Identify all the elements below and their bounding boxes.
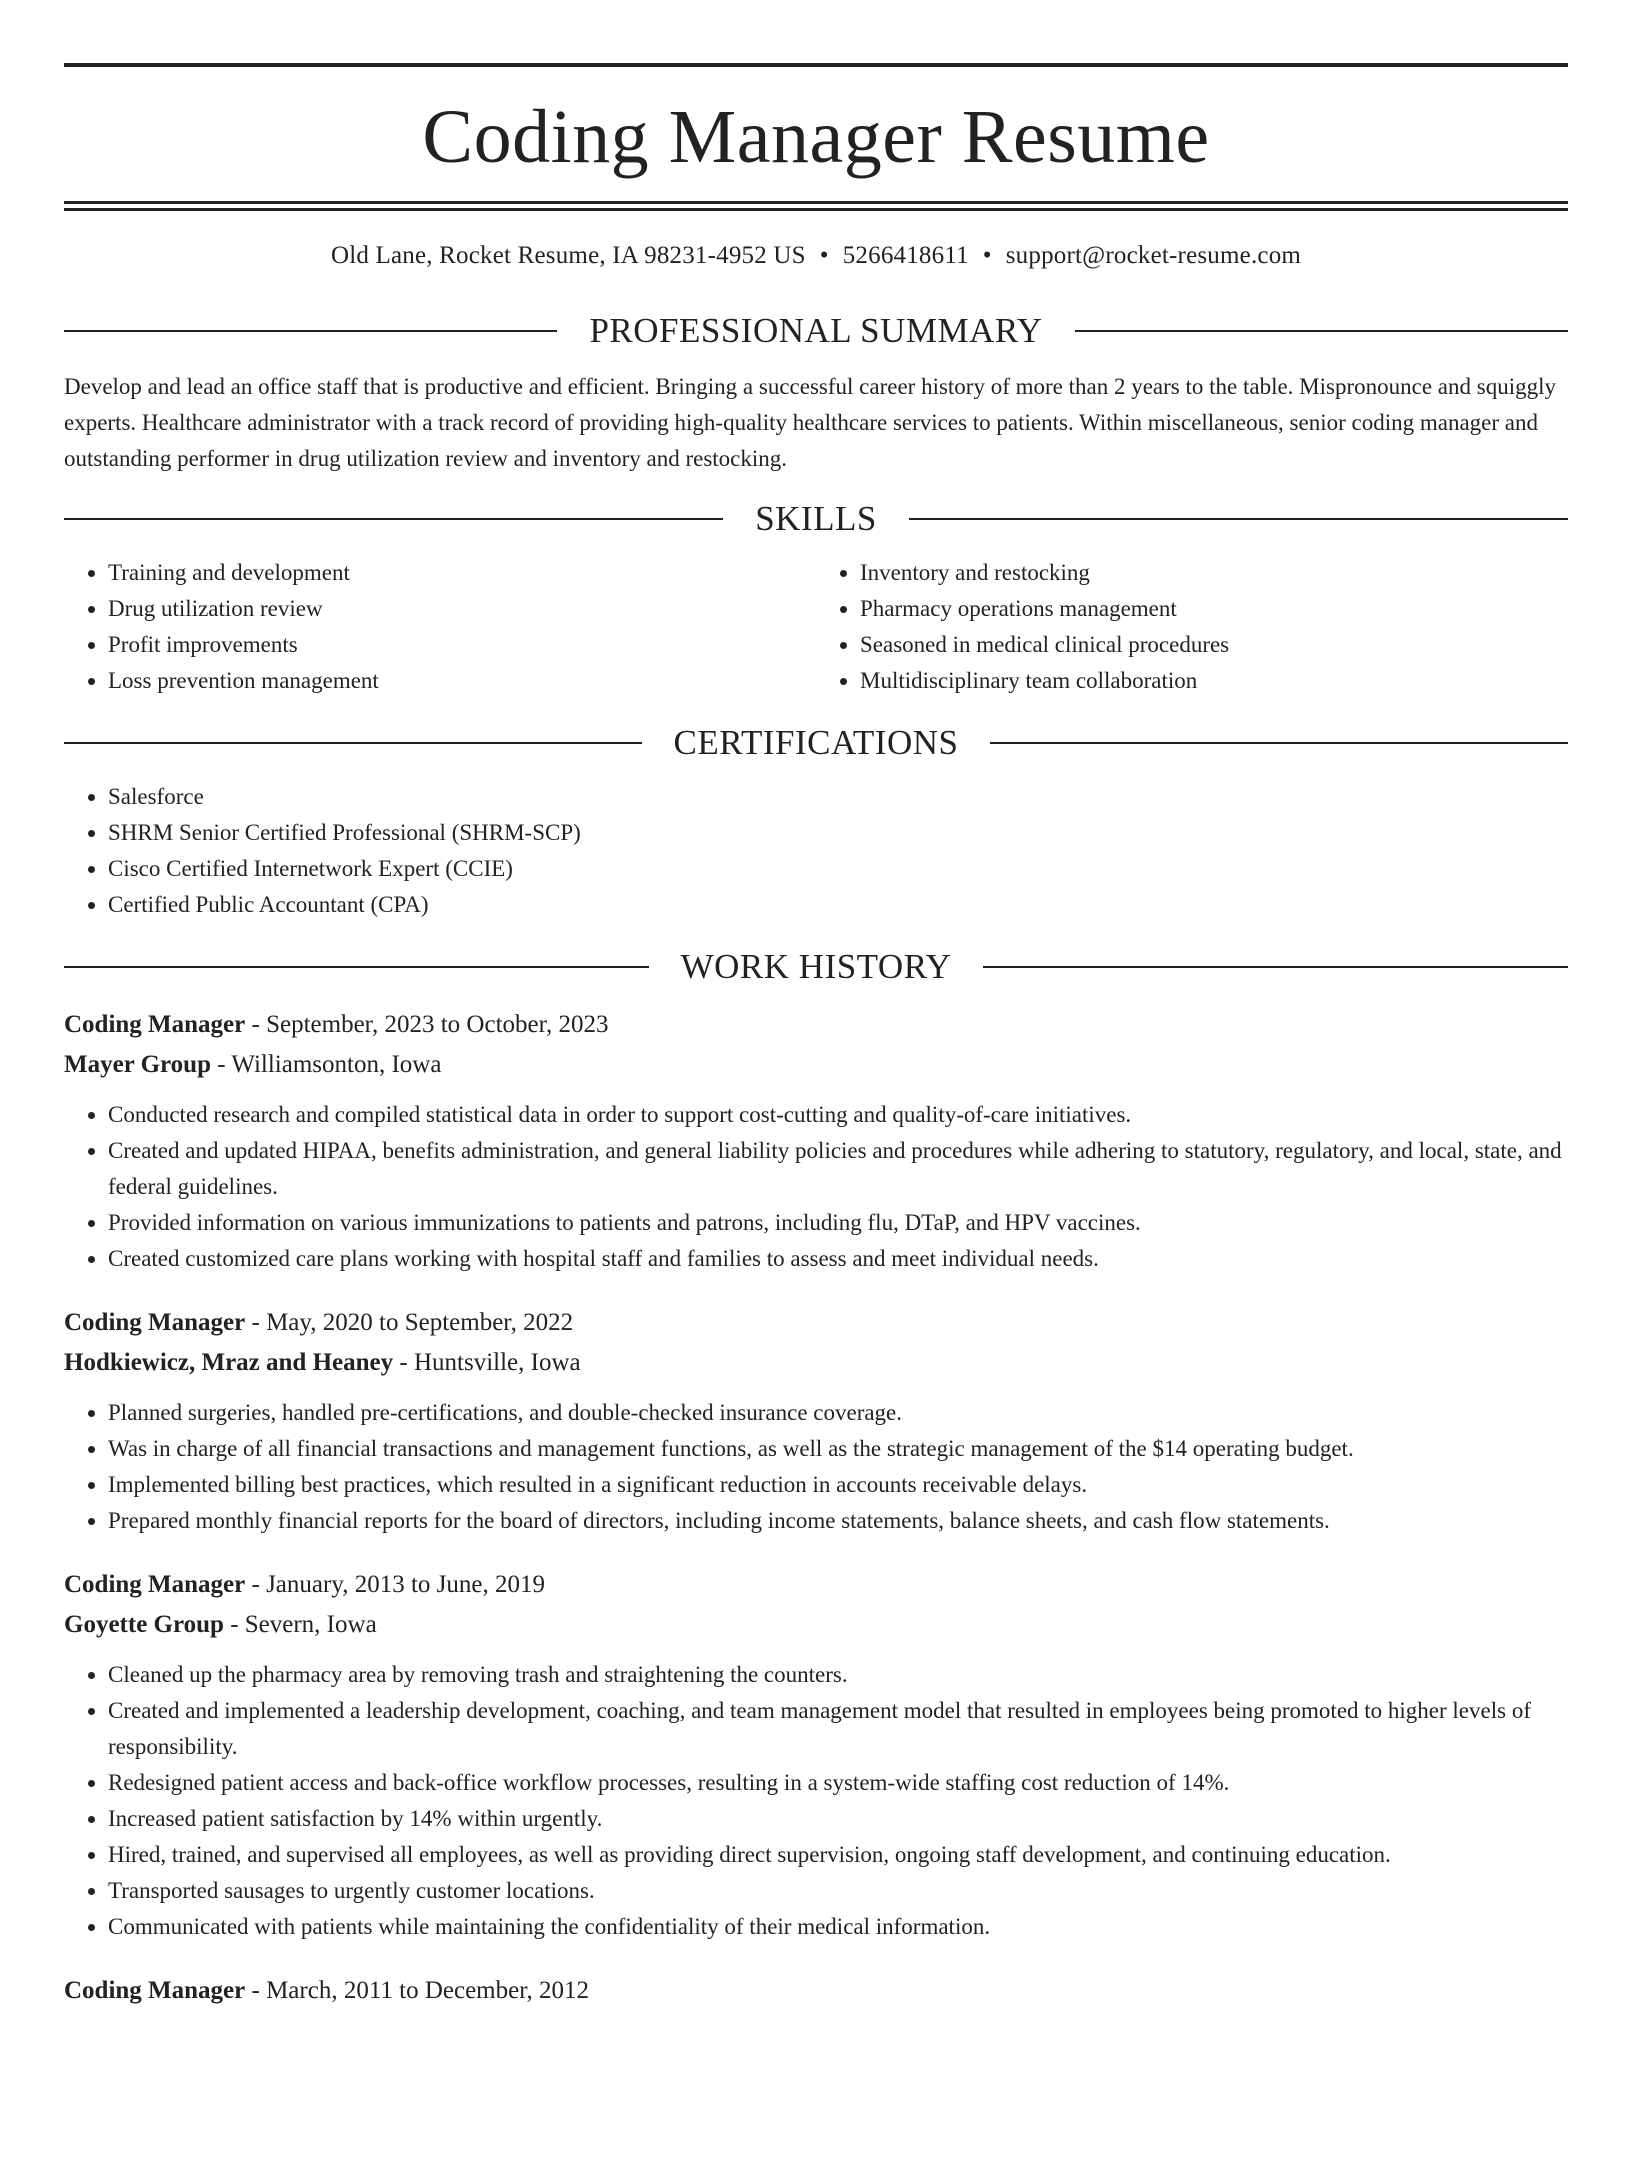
job-dash: - — [393, 1349, 414, 1376]
job-entry — [64, 1303, 1568, 1539]
job-bullet: • Transported sausages to urgently customer locations. — [108, 1873, 1568, 1909]
contact-address: Old Lane, Rocket Resume, IA 98231-4952 US — [330, 242, 806, 269]
job-company: Goyette Group — [64, 1611, 224, 1638]
job-bullet: • Hired, trained, and supervised all employees, as well as providing direct supervision, ongoing staff development, and continuing education. — [108, 1837, 1568, 1873]
section-header-skills — [64, 495, 1568, 543]
contact-email: support@rocket-resume.com — [1005, 242, 1302, 269]
skill-item: • Seasoned in medical clinical procedures — [860, 627, 1568, 663]
divider-line — [909, 518, 1568, 520]
job-bullet: • Cleaned up the pharmacy area by removing trash and straightening the counters. — [108, 1657, 1568, 1693]
job-dash: - — [245, 1571, 267, 1598]
section-title-skills: SKILLS — [755, 499, 877, 538]
skill-item: • Profit improvements — [108, 627, 816, 663]
job-bullet: • Created customized care plans working with hospital staff and families to assess and meet individual needs. — [108, 1241, 1568, 1277]
divider-line — [64, 518, 723, 520]
job-title: Coding Manager — [64, 1011, 246, 1038]
job-title-line — [64, 1303, 1568, 1343]
certification-item: • SHRM Senior Certified Professional (SHRM-SCP) — [108, 815, 1568, 851]
contact-phone: 5266418611 — [842, 242, 969, 269]
job-dash: - — [223, 1611, 245, 1638]
job-dash: - — [211, 1051, 232, 1078]
skill-item: • Pharmacy operations management — [860, 591, 1568, 627]
section-title-certifications: CERTIFICATIONS — [673, 723, 959, 762]
job-title: Coding Manager — [64, 1571, 246, 1598]
job-dash: - — [245, 1011, 267, 1038]
job-dates: September, 2023 to October, 2023 — [266, 1011, 609, 1038]
job-location: Williamsonton, Iowa — [231, 1051, 442, 1078]
summary-text: Develop and lead an office staff that is productive and efficient. Bringing a successful career history of more than 2 years to the table. Mispronounce and squiggly experts. Healthcare administrator with a track record of providing high-quality healthcare services to patients. Within miscellaneous, senior coding manager and outstanding performer in drug utilization review and inventory and restocking. — [64, 374, 1556, 471]
contact-separator: • — [982, 242, 992, 269]
job-title-line — [64, 1971, 1568, 2011]
job-dash: - — [245, 1309, 267, 1336]
divider-line — [1075, 330, 1568, 332]
skill-item: • Loss prevention management — [108, 663, 816, 699]
job-bullet: • Communicated with patients while maintaining the confidentiality of their medical information. — [108, 1909, 1568, 1945]
certifications-list — [64, 779, 1568, 923]
section-header-work-history — [64, 943, 1568, 991]
job-location: Huntsville, Iowa — [413, 1349, 581, 1376]
job-title-line — [64, 1565, 1568, 1605]
certification-item: • Cisco Certified Internetwork Expert (CCIE) — [108, 851, 1568, 887]
job-entry — [64, 1005, 1568, 1277]
section-title-work-history: WORK HISTORY — [680, 947, 952, 986]
section-title-summary: PROFESSIONAL SUMMARY — [589, 311, 1043, 350]
contact-info — [64, 239, 1568, 273]
job-entry — [64, 1971, 1568, 2011]
skill-item: • Multidisciplinary team collaboration — [860, 663, 1568, 699]
skills-column-left — [64, 555, 816, 699]
job-dash: - — [245, 1977, 267, 2004]
section-header-summary — [64, 307, 1568, 355]
job-dates: May, 2020 to September, 2022 — [266, 1309, 574, 1336]
section-header-certifications — [64, 719, 1568, 767]
certification-item: • Certified Public Accountant (CPA) — [108, 887, 1568, 923]
job-location: Severn, Iowa — [244, 1611, 377, 1638]
job-dates: March, 2011 to December, 2012 — [266, 1977, 590, 2004]
divider-line — [64, 966, 649, 968]
divider-line — [990, 742, 1568, 744]
job-bullet: • Was in charge of all financial transactions and management functions, as well as the strategic management of the $14 operating budget. — [108, 1431, 1568, 1467]
top-rule — [64, 63, 1568, 67]
job-company: Mayer Group — [64, 1051, 211, 1078]
divider-line — [983, 966, 1568, 968]
divider-line — [64, 742, 642, 744]
job-bullet: • Implemented billing best practices, which resulted in a significant reduction in accounts receivable delays. — [108, 1467, 1568, 1503]
job-bullet: • Provided information on various immunizations to patients and patrons, including flu, DTaP, and HPV vaccines. — [108, 1205, 1568, 1241]
job-company-line — [64, 1045, 1568, 1085]
job-company-line — [64, 1605, 1568, 1645]
certification-item: • Salesforce — [108, 779, 1568, 815]
job-bullet: • Redesigned patient access and back-office workflow processes, resulting in a system-wide staffing cost reduction of 14%. — [108, 1765, 1568, 1801]
job-company-line — [64, 1343, 1568, 1383]
job-bullets — [64, 1097, 1568, 1277]
job-title: Coding Manager — [64, 1977, 246, 2004]
job-bullets — [64, 1657, 1568, 1945]
job-bullet: • Created and updated HIPAA, benefits administration, and general liability policies and procedures while adhering to statutory, regulatory, and local, state, and federal guidelines. — [108, 1133, 1568, 1205]
divider-line — [64, 330, 557, 332]
job-dates: January, 2013 to June, 2019 — [266, 1571, 545, 1598]
title-double-rule — [64, 201, 1568, 211]
job-entry — [64, 1565, 1568, 1945]
job-title: Coding Manager — [64, 1309, 246, 1336]
job-bullet: • Prepared monthly financial reports for the board of directors, including income statements, balance sheets, and cash flow statements. — [108, 1503, 1568, 1539]
job-company: Hodkiewicz, Mraz and Heaney — [64, 1349, 394, 1376]
contact-separator: • — [819, 242, 829, 269]
skill-item: • Drug utilization review — [108, 591, 816, 627]
job-bullets — [64, 1395, 1568, 1539]
skill-item: • Training and development — [108, 555, 816, 591]
skills-column-right — [816, 555, 1568, 699]
resume-page — [0, 63, 1632, 2175]
job-bullet: • Increased patient satisfaction by 14% within urgently. — [108, 1801, 1568, 1837]
job-bullet: • Created and implemented a leadership development, coaching, and team management model that resulted in employees being promoted to higher levels of responsibility. — [108, 1693, 1568, 1765]
job-title-line — [64, 1005, 1568, 1045]
page-title: Coding Manager Resume — [422, 95, 1210, 179]
skill-item: • Inventory and restocking — [860, 555, 1568, 591]
job-bullet: • Conducted research and compiled statistical data in order to support cost-cutting and quality-of-care initiatives. — [108, 1097, 1568, 1133]
job-bullet: • Planned surgeries, handled pre-certifications, and double-checked insurance coverage. — [108, 1395, 1568, 1431]
skills-list — [64, 555, 1568, 699]
